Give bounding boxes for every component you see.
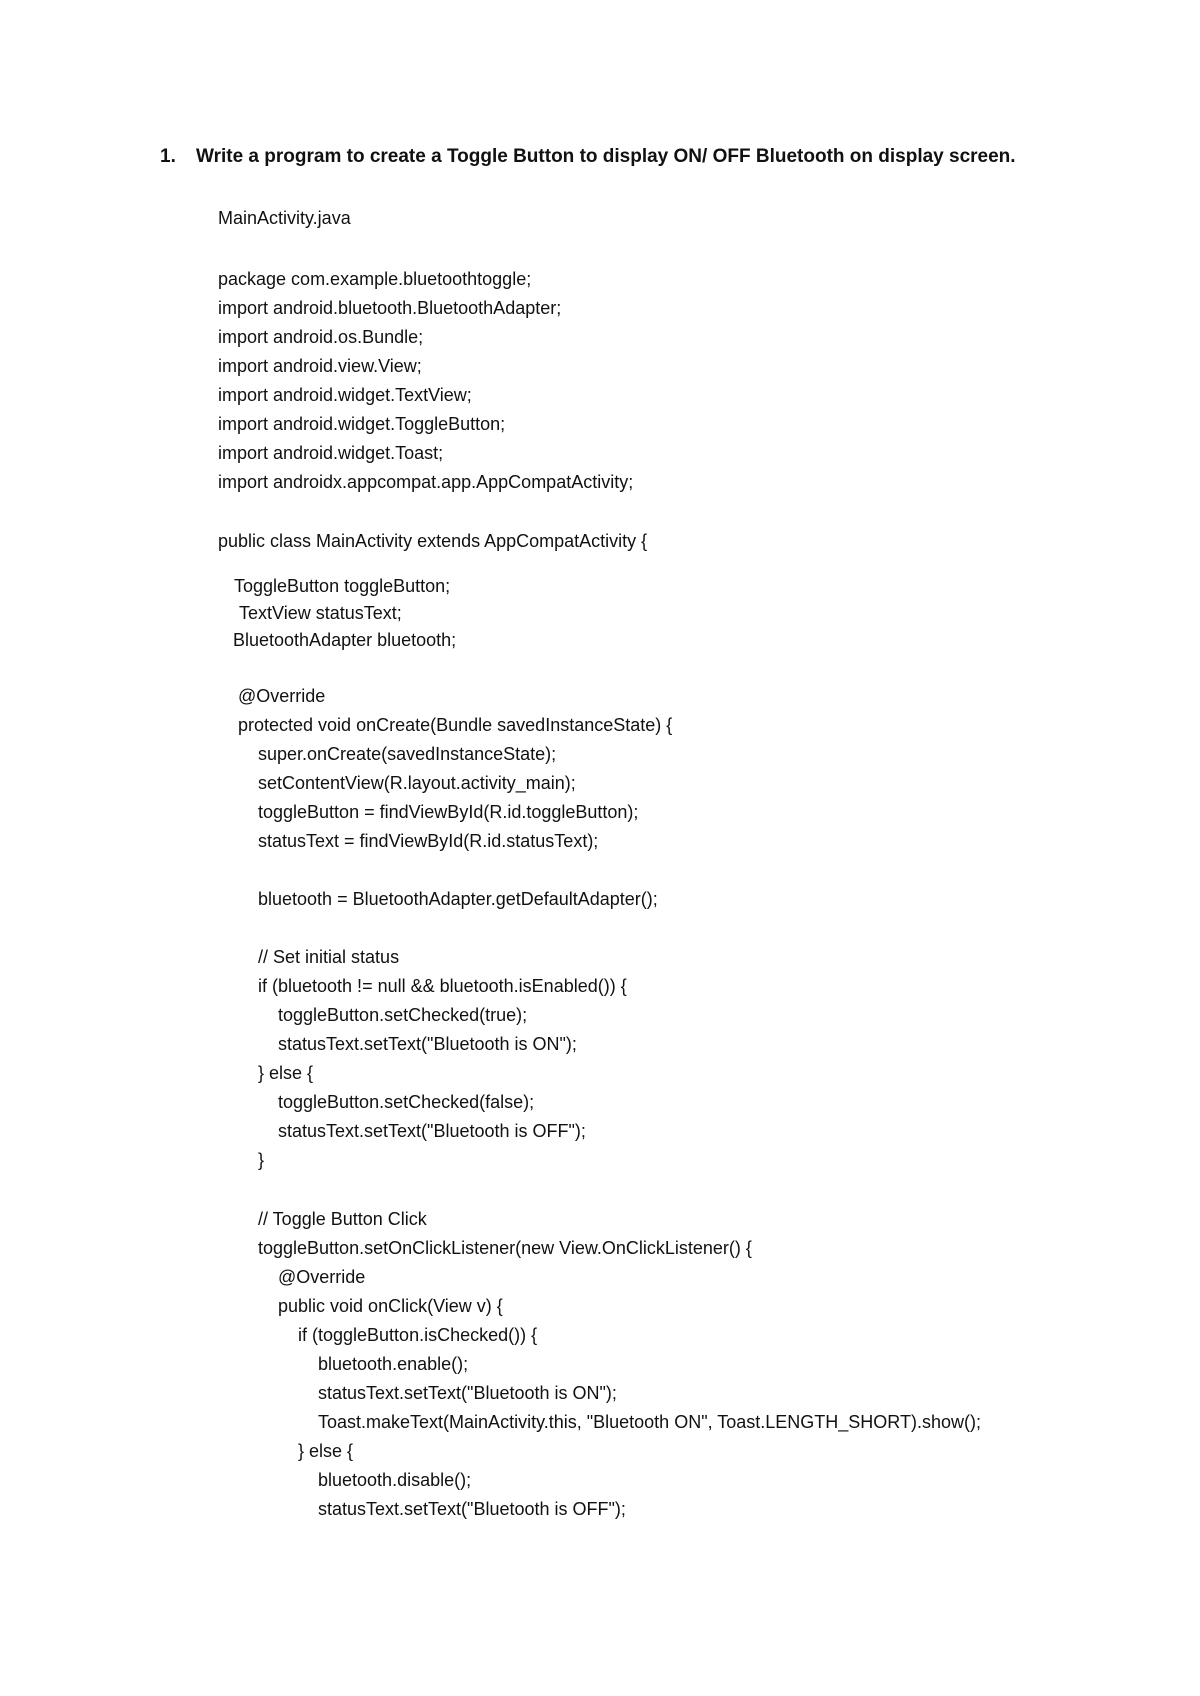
code-line: ToggleButton toggleButton; bbox=[234, 576, 451, 596]
code-comment: // Set initial status bbox=[258, 947, 400, 967]
file-title: MainActivity.java bbox=[218, 208, 351, 228]
code-line: import android.view.View; bbox=[218, 356, 422, 376]
code-line: package com.example.bluetoothtoggle; bbox=[218, 269, 532, 289]
question-text: Write a program to create a Toggle Button to display ON/ OFF Bluetooth on display screen. bbox=[196, 146, 1016, 167]
code-line: statusText.setText("Bluetooth is OFF"); bbox=[278, 1121, 586, 1141]
question-heading bbox=[160, 146, 1160, 168]
code-line: Toast.makeText(MainActivity.this, "Bluetooth ON", Toast.LENGTH_SHORT).show(); bbox=[318, 1412, 981, 1432]
code-line: import android.widget.ToggleButton; bbox=[218, 414, 506, 434]
code-line: bluetooth.disable(); bbox=[318, 1470, 472, 1490]
code-line: statusText = findViewById(R.id.statusText); bbox=[258, 831, 599, 851]
code-line: import androidx.appcompat.app.AppCompatActivity; bbox=[218, 472, 634, 492]
code-line: statusText.setText("Bluetooth is ON"); bbox=[278, 1034, 577, 1054]
code-line: import android.bluetooth.BluetoothAdapter; bbox=[218, 298, 562, 318]
code-line: toggleButton = findViewById(R.id.toggleButton); bbox=[258, 802, 639, 822]
code-line: import android.widget.TextView; bbox=[218, 385, 472, 405]
code-line: BluetoothAdapter bluetooth; bbox=[233, 630, 457, 650]
code-line: public void onClick(View v) { bbox=[278, 1296, 503, 1316]
code-line: statusText.setText("Bluetooth is OFF"); bbox=[318, 1499, 626, 1519]
code-line: toggleButton.setOnClickListener(new View.OnClickListener() { bbox=[258, 1238, 752, 1258]
code-line: public class MainActivity extends AppCompatActivity { bbox=[218, 531, 648, 551]
code-line: if (bluetooth != null && bluetooth.isEnabled()) { bbox=[258, 976, 627, 996]
code-line: protected void onCreate(Bundle savedInstanceState) { bbox=[238, 715, 673, 735]
code-comment: // Toggle Button Click bbox=[258, 1209, 427, 1229]
code-line: setContentView(R.layout.activity_main); bbox=[258, 773, 576, 793]
code-line: TextView statusText; bbox=[239, 603, 402, 623]
code-line: bluetooth.enable(); bbox=[318, 1354, 469, 1374]
code-line: import android.widget.Toast; bbox=[218, 443, 444, 463]
code-line: toggleButton.setChecked(true); bbox=[278, 1005, 528, 1025]
code-line: bluetooth = BluetoothAdapter.getDefaultAdapter(); bbox=[258, 889, 658, 909]
code-line: statusText.setText("Bluetooth is ON"); bbox=[318, 1383, 617, 1403]
question-number: 1. bbox=[160, 146, 176, 167]
code-line: } else { bbox=[298, 1441, 354, 1461]
code-line: } else { bbox=[258, 1063, 314, 1083]
code-line: import android.os.Bundle; bbox=[218, 327, 424, 347]
code-line: if (toggleButton.isChecked()) { bbox=[298, 1325, 538, 1345]
code-line: super.onCreate(savedInstanceState); bbox=[258, 744, 557, 764]
code-line: } bbox=[258, 1150, 265, 1170]
code-line: @Override bbox=[238, 686, 326, 706]
code-line: @Override bbox=[278, 1267, 366, 1287]
code-line: toggleButton.setChecked(false); bbox=[278, 1092, 535, 1112]
